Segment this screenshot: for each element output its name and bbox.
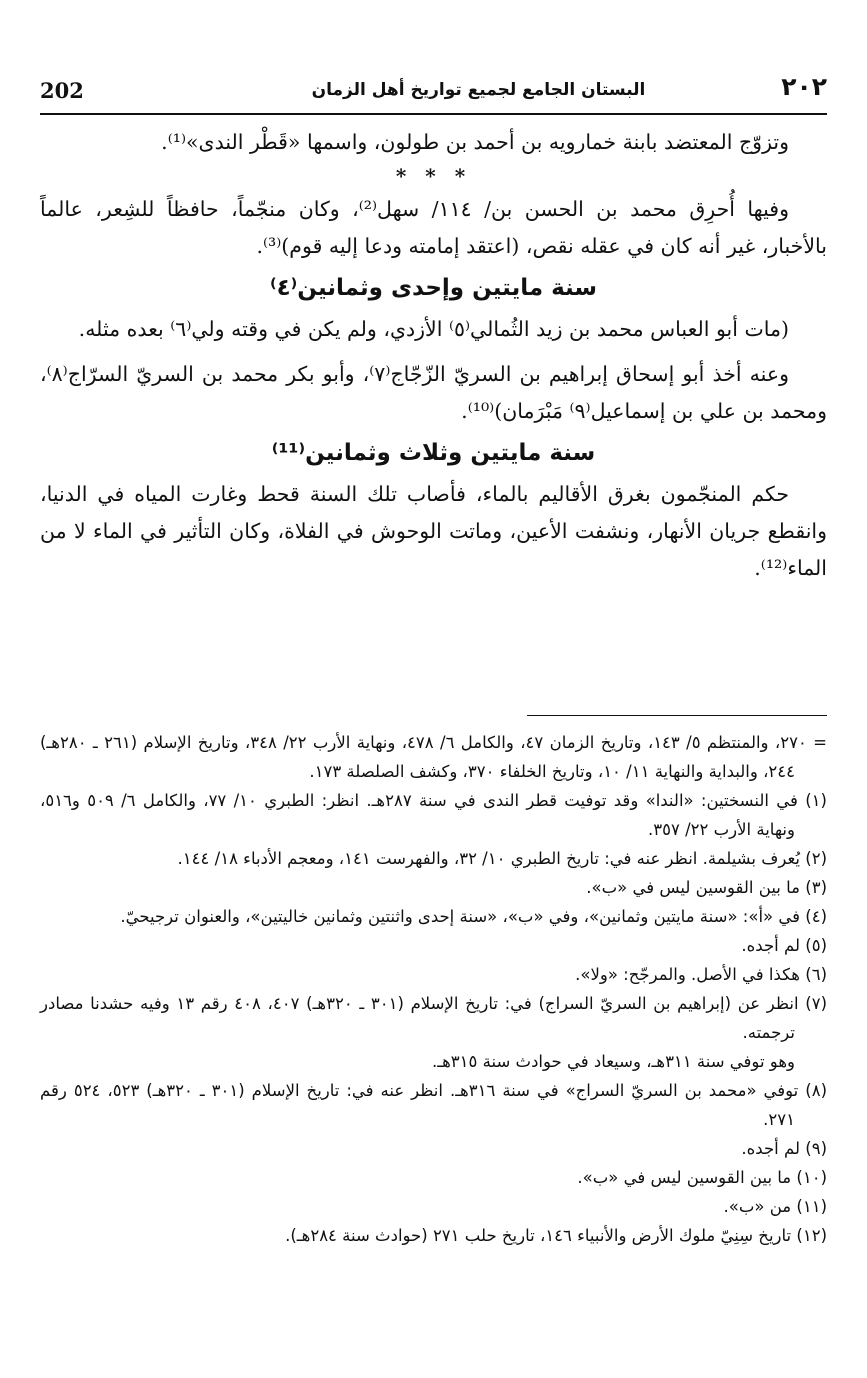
section-divider-stars: * * * <box>395 164 472 188</box>
footnote-rule <box>527 715 827 716</box>
footnote-9: (٩) لم أجده. <box>741 1139 827 1158</box>
main-text <box>40 124 827 587</box>
footnote-3: (٣) ما بين القوسين ليس في «ب». <box>586 878 827 897</box>
footnote-2: (٢) يُعرف بشيلمة. انظر عنه في: تاريخ الطبري ١٠/ ٣٢، والفهرست ١٤١، ومعجم الأدباء ١٨/ ١٤٤. <box>177 849 827 868</box>
paragraph-death: (مات أبو العباس محمد بن زيد الثُمالي⁽٥⁾ الأزدي، ولم يكن في وقته ولي⁽٦⁾ بعده مثله. <box>78 317 789 341</box>
paragraph-astrologers: حكم المنجّمون بغرق الأقاليم بالماء، فأصاب تلك السنة قحط وغارت المياه في الدنيا، وانقطع جريان الأنهار، ونشفت الأعين، وماتت الوحوش في الفلاة، وكان التأثير في الماء لا من الماء⁽¹²⁾. <box>40 482 827 580</box>
running-header <box>40 72 827 112</box>
footnotes <box>40 728 827 1250</box>
footnote-7-continued: وهو توفي سنة ٣١١هـ، وسيعاد في حوادث سنة ٣١٥هـ. <box>432 1052 795 1071</box>
page-number-arabic: ٢٠٢ <box>781 72 827 101</box>
section-heading-281: سنة مايتين وإحدى وثمانين⁽٤⁾ <box>269 275 598 301</box>
paragraph-students: وعنه أخذ أبو إسحاق إبراهيم بن السريّ الزّجّاج⁽٧⁾، وأبو بكر محمد بن السريّ السرّاج⁽٨⁾، ومحمد بن علي بن إسماعيل⁽٩⁾ مَبْرَمان)⁽¹⁰⁾. <box>40 362 827 423</box>
footnote-12: (١٢) تاريخ سِنِيّ ملوك الأرض والأنبياء ١٤٦، تاريخ حلب ٢٧١ (حوادث سنة ٢٨٤هـ). <box>285 1226 827 1245</box>
header-rule <box>40 113 827 115</box>
section-heading-283: سنة مايتين وثلاث وثمانين⁽¹¹⁾ <box>271 440 596 466</box>
paragraph-burning: وفيها أُحرِق محمد بن الحسن بن/ ١١٤/ سهل⁽²⁾، وكان منجّماً، حافظاً للشِعر، عالماً بالأخبار، غير أنه كان في عقله نقص، (اعتقد إمامته ودعا إليه قوم)⁽³⁾. <box>40 197 827 258</box>
footnote-7: (٧) انظر عن (إبراهيم بن السريّ السراج) في: تاريخ الإسلام (٣٠١ ـ ٣٢٠هـ) ٤٠٧، ٤٠٨ رقم ١٣ وفيه حشدنا مصادر ترجمته. <box>40 994 828 1042</box>
footnote-6: (٦) هكذا في الأصل. والمرجّح: «ولا». <box>575 965 827 984</box>
paragraph-marriage: وتزوّج المعتضد بابنة خمارويه بن أحمد بن طولون، واسمها «قَطْر الندى»⁽¹⁾. <box>161 130 789 154</box>
footnote-continuation: = ٢٧٠، والمنتظم ٥/ ١٤٣، وتاريخ الزمان ٤٧، والكامل ٦/ ٤٧٨، ونهاية الأرب ٢٢/ ٣٤٨، وتاريخ الإسلام (٢٦١ ـ ٢٨٠هـ) ٢٤٤، والبداية والنهاية ١١/ ١٠، وتاريخ الخلفاء ٣٧٠، وكشف الصلصلة ١٧٣. <box>40 733 827 781</box>
page-number-latin: 202 <box>40 78 84 103</box>
footnote-8: (٨) توفي «محمد بن السريّ السراج» في سنة ٣١٦هـ. انظر عنه في: تاريخ الإسلام (٣٠١ ـ ٣٢٠هـ) ٥٢٣، ٥٢٤ رقم ٢٧١. <box>40 1081 828 1129</box>
footnote-4: (٤) في «أ»: «سنة مايتين وثمانين»، وفي «ب»، «سنة إحدى واثنتين وثمانين خاليتين»، والعنوان ترجيحيّ. <box>120 907 827 926</box>
footnote-1: (١) في النسختين: «الندا» وقد توفيت قطر الندى في سنة ٢٨٧هـ. انظر: الطبري ١٠/ ٧٧، والكامل ٦/ ٥٠٩ و٥١٦، ونهاية الأرب ٢٢/ ٣٥٧. <box>40 791 827 839</box>
footnote-10: (١٠) ما بين القوسين ليس في «ب». <box>577 1168 827 1187</box>
running-title: البستان الجامع لجميع تواريخ أهل الزمان <box>311 80 646 100</box>
footnote-5: (٥) لم أجده. <box>741 936 827 955</box>
footnote-11: (١١) من «ب». <box>723 1197 827 1216</box>
